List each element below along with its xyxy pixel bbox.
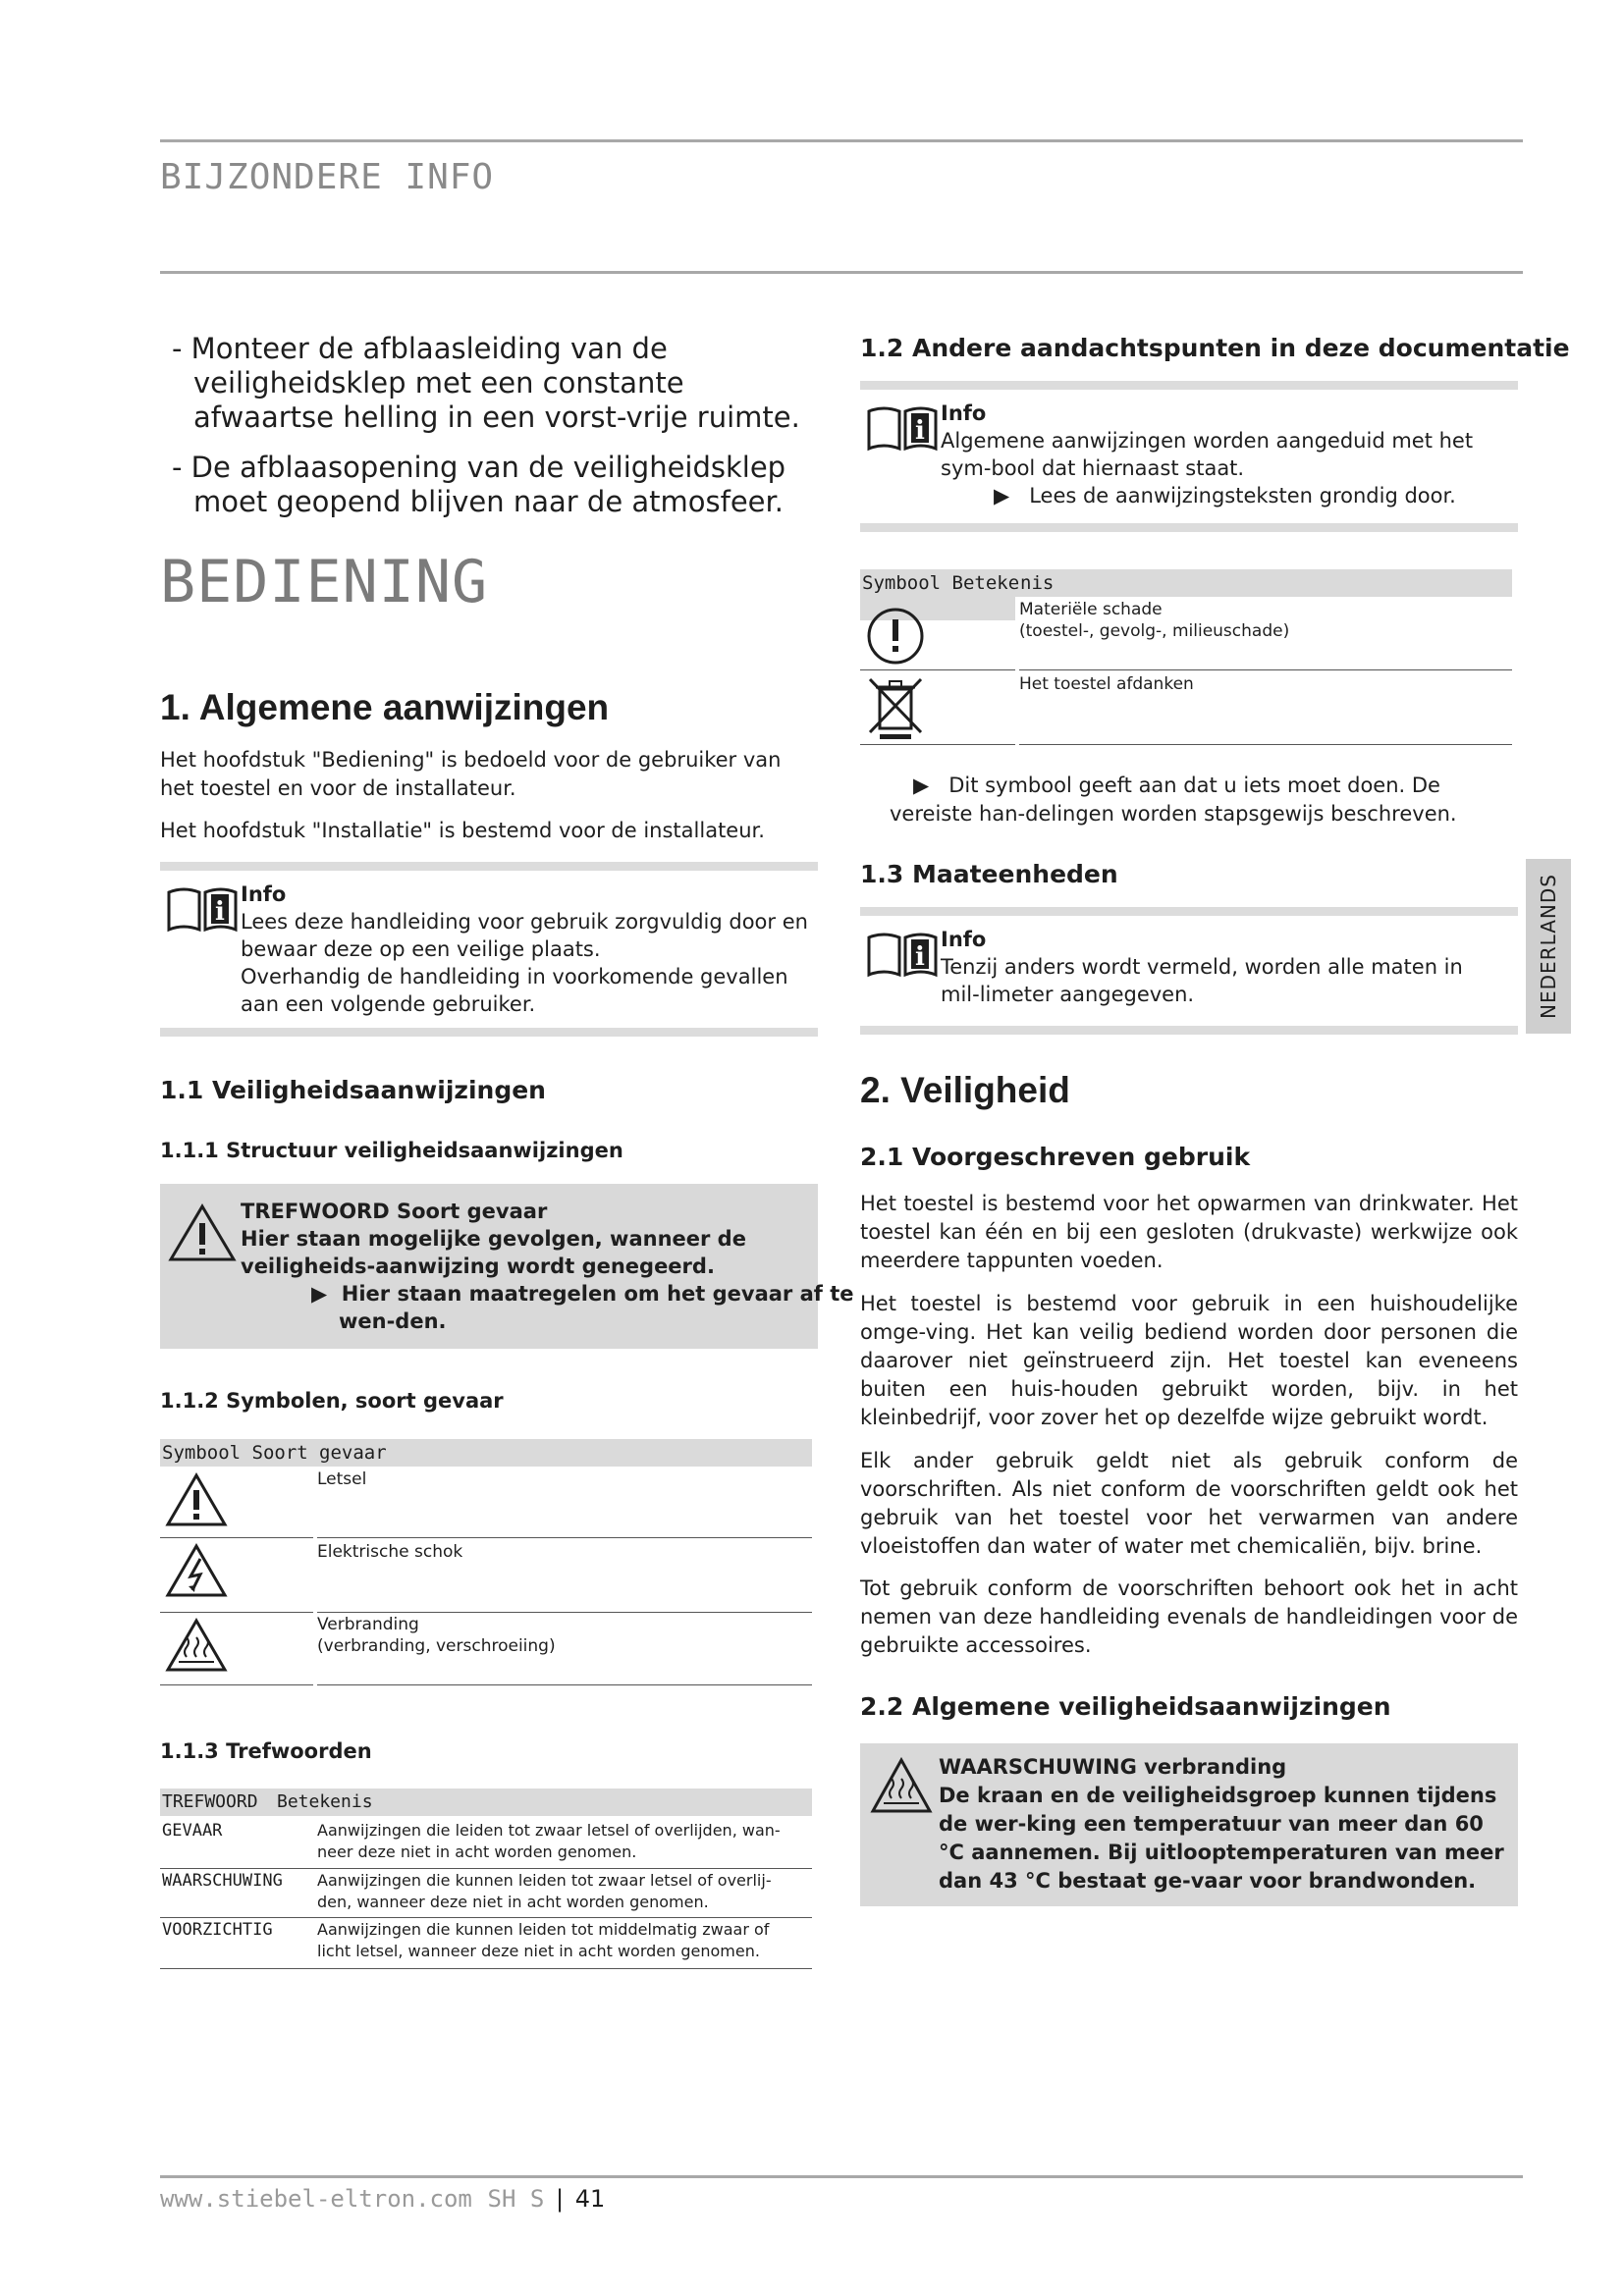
info-title: Info [941, 401, 987, 425]
info-title: Info [941, 928, 987, 951]
info-text: Tenzij anders wordt vermeld, worden alle maten in mil-limeter aangegeven. [941, 955, 1463, 1006]
table-cell-line: neer deze niet in acht worden genomen. [317, 1842, 637, 1861]
table-cell [317, 1870, 772, 1913]
table-header [860, 569, 1512, 597]
table-cell: GEVAAR [162, 1821, 223, 1841]
table-header-cell: gevaar [319, 1442, 387, 1464]
section-title: 2. Veiligheid [860, 1070, 1070, 1110]
warning-title: WAARSCHUWING verbranding [939, 1755, 1287, 1779]
subsection-title: 1.3 Maateenheden [860, 860, 1118, 888]
subsection-title: 1.1 Veiligheidsaanwijzingen [160, 1076, 546, 1104]
table-header [160, 1439, 812, 1467]
crossed-bin-icon [866, 675, 925, 740]
table-header-cell: nis [1020, 572, 1055, 594]
row-divider [860, 669, 1015, 670]
table-cell-line: Aanwijzingen die leiden tot zwaar letsel of overlijden, wan- [317, 1821, 781, 1840]
paragraph: Het toestel is bestemd voor gebruik in een huishoudelijke omge-ving. Het kan veilig bediend worden door personen die daarover niet geïnstrueerd zijn. Het toestel kan eveneens buiten een huis-houden gebruikt worden, bijv. in het kleinbedrijf, voor zover het op dezelfde wijze gebruikt wordt. [860, 1292, 1518, 1429]
bullet-item: - Monteer de afblaasleiding van de veiligheidsklep met een constante afwaartse helling in een vorst-vrije ruimte. [172, 332, 800, 434]
warning-action: Hier staan maatregelen om het gevaar af te wen-den. [339, 1282, 854, 1333]
page-number: 41 [574, 2185, 606, 2213]
paragraph: Elk ander gebruik geldt niet als gebruik conform de voorschriften. Als niet conform de voorschriften geldt ook het gebruik van het toestel voor het verwarmen van andere vloeistoffen dan water of water met chemicaliën, bijv. brine. [860, 1449, 1518, 1558]
svg-text:i: i [915, 416, 925, 446]
footer-url: www.stiebel-eltron.com [160, 2185, 472, 2213]
warning-text: Hier staan mogelijke gevolgen, wanneer de veiligheids-aanwijzing wordt genegeerd. [241, 1227, 746, 1278]
warning-icon [165, 1472, 228, 1527]
table-header-cell: TREFWOORD [162, 1791, 258, 1812]
left-column [160, 332, 818, 535]
row-divider [1019, 669, 1512, 670]
header-top-rule [160, 139, 1523, 142]
warning-text: De kraan en de veiligheidsgroep kunnen tijdens de wer-king een temperatuur van meer dan 60 °C aannemen. Bij uitlooptemperaturen van meer dan 43 °C bestaat ge-vaar voor brandwonden. [939, 1784, 1504, 1893]
subsection-title: 2.1 Voorgeschreven gebruik [860, 1143, 1251, 1171]
table-cell-line: Aanwijzingen die kunnen leiden tot middelmatig zwaar of [317, 1920, 770, 1939]
bullet-item: - De afblaasopening van de veiligheidsklep moet geopend blijven naar de atmosfeer. [172, 451, 786, 518]
table-cell: WAARSCHUWING [162, 1871, 283, 1891]
language-tab-label: NEDERLANDS [1537, 874, 1560, 1019]
footer [160, 2185, 605, 2213]
subsection-title: 2.2 Algemene veiligheidsaanwijzingen [860, 1692, 1391, 1721]
table-cell [317, 1919, 769, 1962]
info-box [860, 381, 1518, 532]
table-cell-line: Verbranding [317, 1615, 419, 1634]
info-title: Info [241, 882, 287, 906]
table-cell: Het toestel afdanken [1019, 674, 1194, 694]
row-divider [160, 1917, 812, 1918]
arrow-icon: ▶ [311, 1282, 342, 1306]
row-divider [160, 1537, 313, 1538]
header-bottom-rule [160, 271, 1523, 274]
table-cell: Elektrische schok [317, 1542, 463, 1562]
row-divider [160, 1612, 313, 1613]
info-text: Lees deze handleiding voor gebruik zorgvuldig door en bewaar deze op een veilige plaats. [241, 910, 808, 961]
main-title: BEDIENING [160, 548, 489, 616]
row-divider [160, 1684, 313, 1685]
warning-box [160, 1184, 854, 1349]
row-divider [160, 1868, 812, 1869]
info-box [160, 862, 818, 1037]
electric-shock-icon [165, 1543, 228, 1598]
svg-text:i: i [215, 897, 225, 927]
table-header-cell: Betekenis [277, 1791, 373, 1812]
row-divider [160, 1968, 812, 1969]
table-cell-line: (toestel-, gevolg-, milieuschade) [1019, 621, 1290, 641]
language-tab [1526, 859, 1571, 1034]
table-cell-line: (verbranding, verschroeiing) [317, 1636, 556, 1656]
warning-title: TREFWOORD Soort gevaar [241, 1200, 548, 1223]
subsubsection-title: 1.1.2 Symbolen, soort gevaar [160, 1389, 504, 1413]
info-text: Algemene aanwijzingen worden aangeduid met het sym-bool dat hiernaast staat. [941, 429, 1474, 480]
subsubsection-title: 1.1.1 Structuur veiligheidsaanwijzingen [160, 1139, 623, 1162]
table-cell-line: den, wanneer deze niet in acht worden genomen. [317, 1893, 709, 1911]
info-box [860, 907, 1518, 1035]
arrow-icon: ▶ [913, 774, 949, 797]
row-divider [317, 1684, 812, 1685]
row-divider [317, 1537, 812, 1538]
section-title: 1. Algemene aanwijzingen [160, 687, 610, 727]
info-book-icon [866, 403, 939, 453]
hot-surface-icon [165, 1618, 228, 1673]
footer-rule [160, 2175, 1523, 2178]
table-cell [1019, 599, 1289, 642]
warning-icon [168, 1203, 237, 1262]
table-cell [317, 1614, 556, 1657]
info-text: Overhandig de handleiding in voorkomende gevallen aan een volgende gebruiker. [241, 965, 788, 1016]
row-divider [1019, 744, 1512, 745]
subsubsection-title: 1.1.3 Trefwoorden [160, 1739, 372, 1763]
warning-box [860, 1743, 1518, 1906]
header-title: BIJZONDERE INFO [160, 157, 495, 197]
table-cell: VOORZICHTIG [162, 1920, 273, 1940]
paragraph: Tot gebruik conform de voorschriften behoort ook het in acht nemen van deze handleiding evenals de handleidingen voor de gebruikte accessoires. [860, 1576, 1518, 1657]
arrow-icon: ▶ [994, 484, 1030, 507]
action-note-text: Dit symbool geeft aan dat u iets moet doen. De vereiste han-delingen worden stapsgewijs beschreven. [890, 774, 1457, 826]
paragraph: Het hoofdstuk "Installatie" is bestemd voor de installateur. [160, 819, 765, 842]
table-header-cell: Symbool Beteke [862, 572, 1020, 594]
table-cell-line: licht letsel, wanneer deze niet in acht worden genomen. [317, 1942, 760, 1960]
subsection-title: 1.2 Andere aandachtspunten in deze documentatie [860, 334, 1570, 362]
footer-code: SH S [487, 2185, 545, 2213]
row-divider [317, 1612, 812, 1613]
table-cell [317, 1820, 781, 1863]
hot-surface-icon [870, 1757, 933, 1814]
action-note [890, 772, 1518, 828]
footer-separator: | [555, 2185, 565, 2213]
table-header-cell: Symbool Soort [162, 1442, 308, 1464]
table-cell-line: Materiële schade [1019, 600, 1163, 619]
table-header [160, 1789, 812, 1816]
row-divider [860, 744, 1015, 745]
paragraph: Het toestel is bestemd voor het opwarmen van drinkwater. Het toestel kan één en bij een gesloten (drukvaste) werkwijze ook meerdere tappunten voeden. [860, 1192, 1518, 1272]
exclamation-circle-icon [866, 607, 925, 666]
table-cell-line: Aanwijzingen die kunnen leiden tot zwaar letsel of overlij- [317, 1871, 772, 1890]
table-cell: Letsel [317, 1469, 367, 1489]
info-book-icon [866, 930, 939, 979]
svg-text:i: i [915, 942, 925, 972]
info-book-icon [166, 884, 239, 934]
info-action: Lees de aanwijzingsteksten grondig door. [1029, 484, 1456, 507]
paragraph: Het hoofdstuk "Bediening" is bedoeld voor de gebruiker van het toestel en voor de installateur. [160, 748, 782, 800]
